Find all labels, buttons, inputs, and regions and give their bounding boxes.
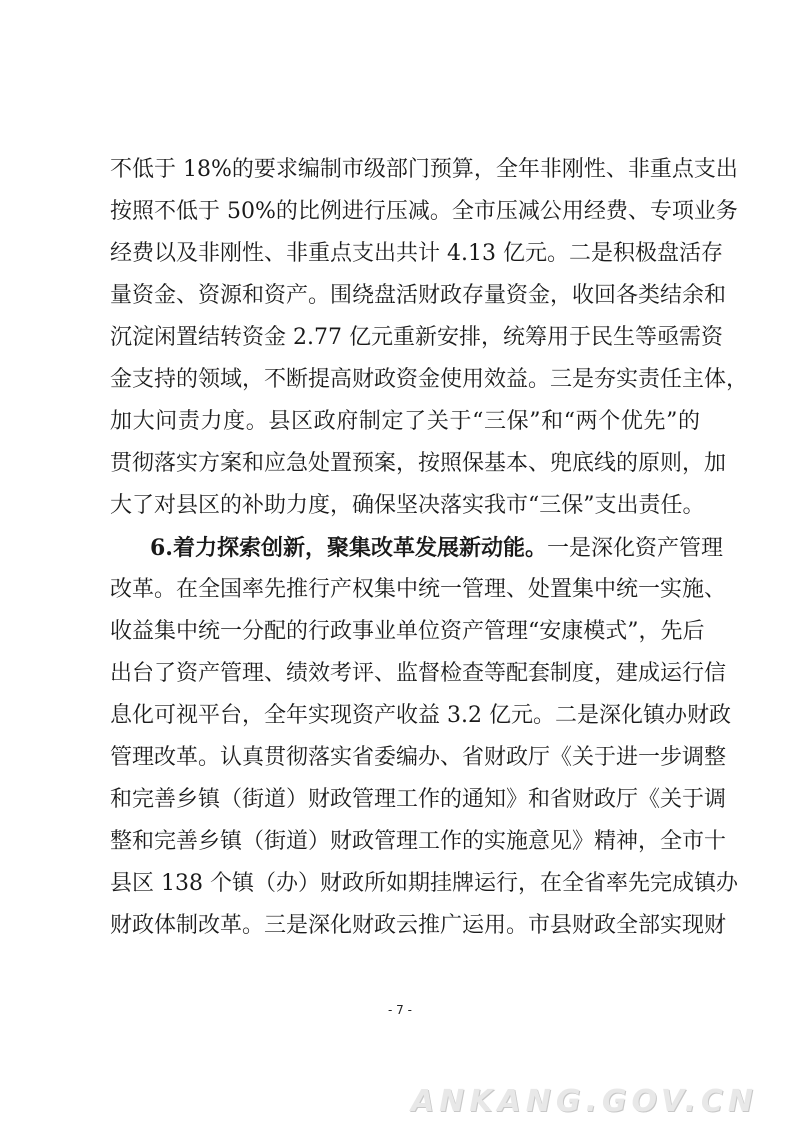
body-text-line: 县区 138 个镇（办）财政所如期挂牌运行，在全省率先完成镇办 (110, 871, 738, 896)
section-6-first-line (150, 528, 723, 568)
section-6-intro: 一是深化资产管理 (546, 536, 723, 561)
body-text-line: 息化可视平台，全年实现资产收益 3.2 亿元。二是深化镇办财政 (110, 703, 731, 728)
body-text-line: 量资金、资源和资产。围绕盘活财政存量资金，收回各类结余和 (110, 283, 727, 308)
body-text-line: 改革。在全国率先推行产权集中统一管理、处置集中统一实施、 (110, 577, 727, 602)
body-text-line: 贯彻落实方案和应急处置预案，按照保基本、兜底线的原则，加 (110, 451, 727, 476)
body-text-line: 沉淀闲置结转资金 2.77 亿元重新安排，统筹用于民生等亟需资 (110, 325, 723, 350)
body-text-line: 经费以及非刚性、非重点支出共计 4.13 亿元。二是积极盘活存 (110, 241, 723, 266)
body-text-line: 整和完善乡镇（街道）财政管理工作的实施意见》精神，全市十 (110, 829, 727, 854)
body-text-line: 出台了资产管理、绩效考评、监督检查等配套制度，建成运行信 (110, 661, 727, 686)
page-number: - 7 - (388, 1003, 412, 1017)
section-6-heading: 6.着力探索创新，聚集改革发展新动能。 (150, 535, 547, 561)
body-text-line: 财政体制改革。三是深化财政云推广运用。市县财政全部实现财 (110, 913, 727, 938)
watermark-logo: ANKANG.GOV.CN (410, 1084, 758, 1119)
body-text-line: 收益集中统一分配的行政事业单位资产管理“安康模式”，先后 (110, 619, 705, 644)
body-text-line: 大了对县区的补助力度，确保坚决落实我市“三保”支出责任。 (110, 493, 705, 518)
body-text-line: 不低于 18%的要求编制市级部门预算，全年非刚性、非重点支出 (110, 157, 738, 182)
body-text-line: 加大问责力度。县区政府制定了关于“三保”和“两个优先”的 (110, 409, 700, 434)
body-text-line: 按照不低于 50%的比例进行压减。全市压减公用经费、专项业务 (110, 199, 738, 224)
body-text-line: 管理改革。认真贯彻落实省委编办、省财政厅《关于进一步调整 (110, 745, 727, 770)
body-text-line: 金支持的领域，不断提高财政资金使用效益。三是夯实责任主体， (110, 367, 749, 392)
body-text-line: 和完善乡镇（街道）财政管理工作的通知》和省财政厅《关于调 (110, 787, 727, 812)
